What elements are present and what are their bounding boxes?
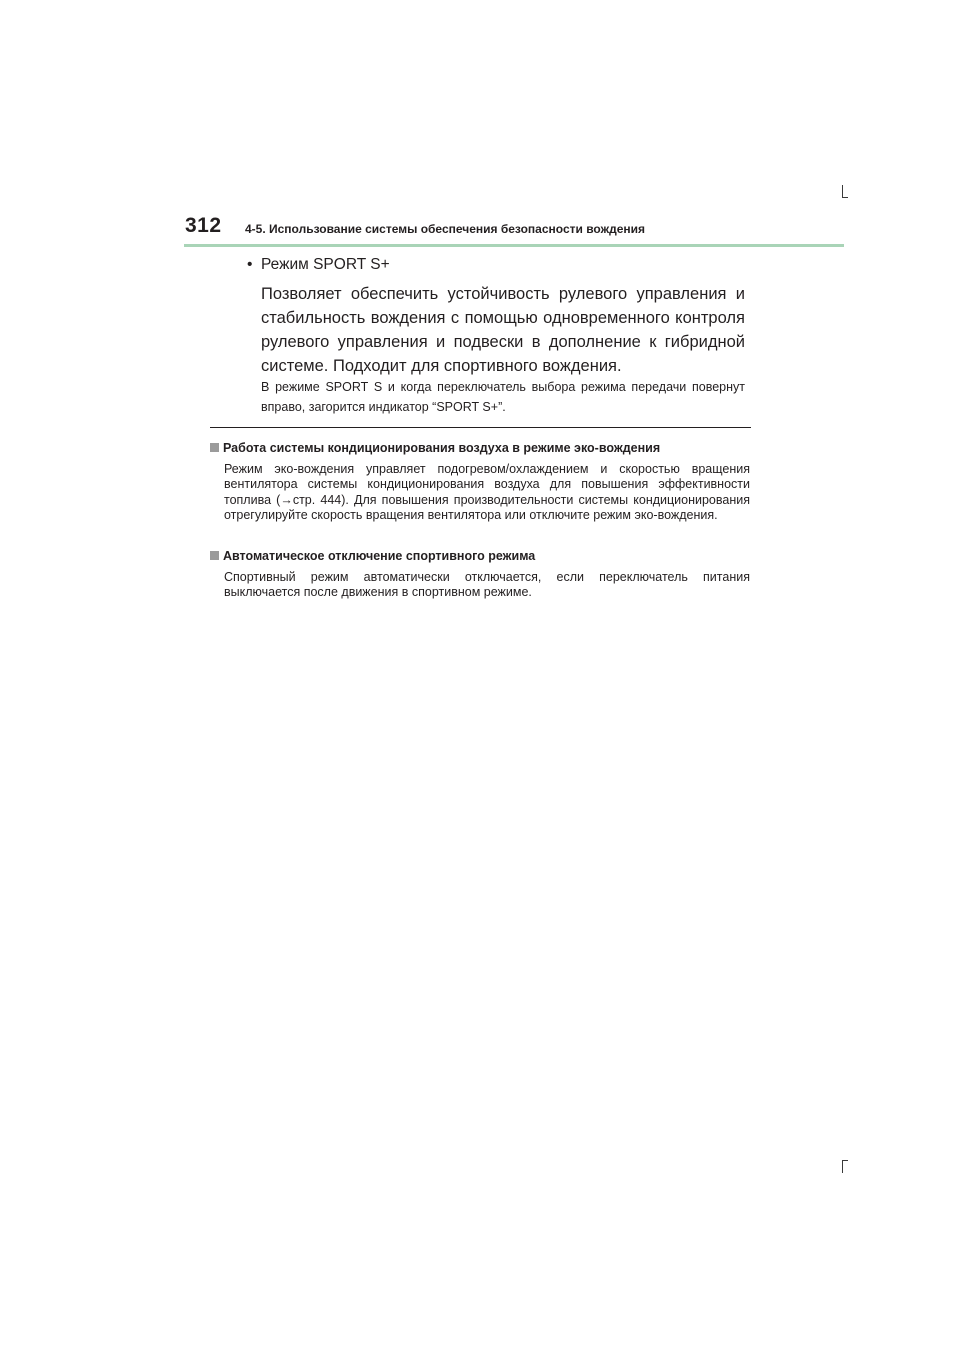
crop-mark-bottom: [842, 1160, 843, 1173]
mode-label: Режим SPORT S+: [261, 256, 390, 273]
crop-mark-top-tick: [842, 197, 848, 198]
section-divider: [210, 427, 751, 428]
crop-mark-bottom-tick: [842, 1160, 848, 1161]
mode-item-title: [247, 256, 390, 274]
section-body: Режим эко-вождения управляет подогревом/охлаждением и скоростью вращения вентилятора системы кондиционирования воздуха для повышения эффективности топлива (→стр. 444). Для повышения производительности системы кондиционирования отрегулируйте скорость вращения вентилятора или отключите режим эко-вождения.: [224, 462, 750, 523]
section-heading: [210, 548, 750, 564]
square-bullet-icon: [210, 443, 219, 452]
info-section-climate: [210, 440, 750, 524]
page-number: 312: [185, 214, 222, 237]
section-heading: [210, 440, 750, 456]
chapter-title: 4-5. Использование системы обеспечения безопасности вождения: [245, 222, 646, 236]
crop-mark-top: [842, 185, 843, 197]
section-heading-text: Автоматическое отключение спортивного режима: [223, 549, 536, 563]
section-body: Спортивный режим автоматически отключается, если переключатель питания выключается после движения в спортивном режиме.: [224, 570, 750, 600]
mode-description: Позволяет обеспечить устойчивость рулевого управления и стабильность вождения с помощью одновременного контроля рулевого управления и подвески в дополнение к гибридной системе. Подходит для спортивного вождения.: [261, 285, 745, 375]
bullet-icon: •: [247, 256, 253, 273]
info-section-sport-off: [210, 548, 750, 601]
square-bullet-icon: [210, 551, 219, 560]
mode-note: В режиме SPORT S и когда переключатель выбора режима передачи повернут вправо, загорится индикатор “SPORT S+”.: [261, 380, 745, 414]
header-rule: [184, 244, 844, 247]
section-heading-text: Работа системы кондиционирования воздуха в режиме эко-вождения: [223, 441, 661, 455]
